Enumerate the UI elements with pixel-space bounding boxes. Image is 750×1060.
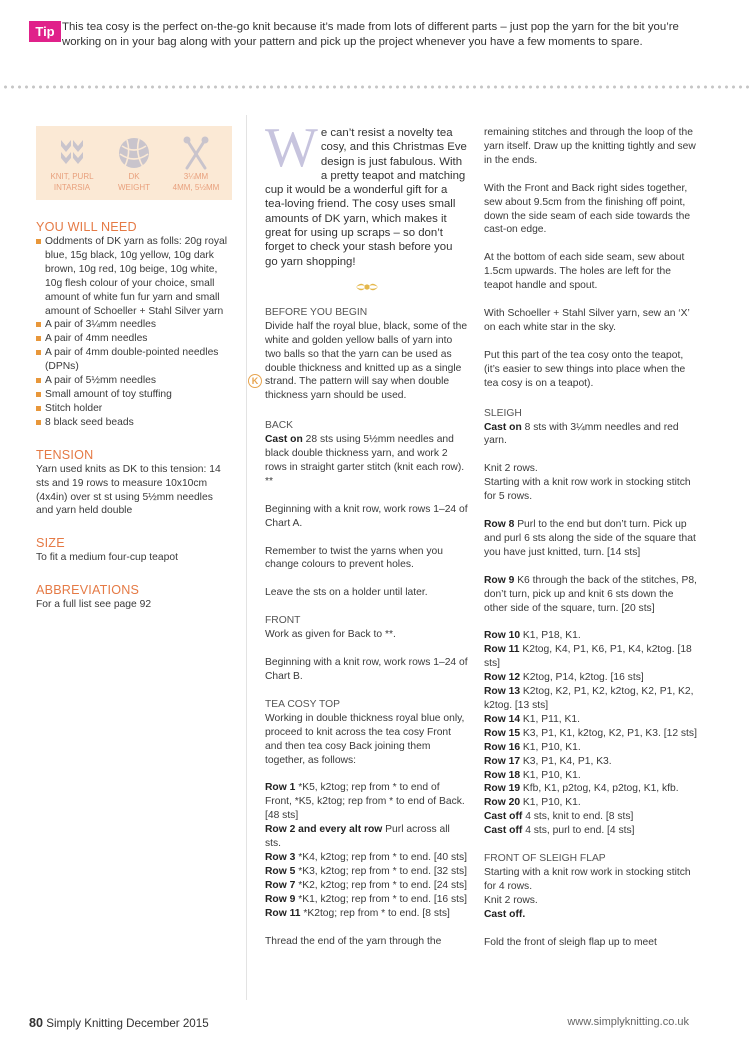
middle-column bbox=[251, 117, 468, 948]
column-divider bbox=[246, 115, 247, 1000]
row-instruction: Cast off 4 sts, purl to end. [4 sts] bbox=[484, 825, 635, 837]
finishing-paragraph-3: At the bottom of each side seam, sew about 1.5cm upwards. The holes are left for the teapot handle and spout. bbox=[484, 252, 685, 292]
row-instruction: Row 18 K1, P10, K1. bbox=[484, 769, 581, 781]
back-paragraph-1: Beginning with a knit row, work rows 1–24 of Chart A. bbox=[265, 503, 468, 529]
list-item: Oddments of DK yarn as folls: 20g royal blue, 15g black, 10g yellow, 10g dark brown, 10g red, 10g beige, 10g white, 10g flesh colour of your choice, small amount of white fun fur yarn and small amount of Schoeller + Stahl Silver yarn bbox=[36, 235, 232, 318]
row-instruction: Row 10 K1, P18, K1. bbox=[484, 630, 581, 642]
before-you-begin-text: Divide half the royal blue, black, some of the white and golden yellow balls of yarn into two balls so that the yarn can be used as double thickness and knitted up as a single strand. The pattern will say when double thickness yarn should be used. bbox=[265, 320, 468, 402]
row-instruction: Row 20 K1, P10, K1. bbox=[484, 797, 581, 809]
flap-paragraph-3: Fold the front of sleigh flap up to meet bbox=[484, 936, 657, 948]
tension-heading: TENSION bbox=[36, 447, 94, 462]
finishing-paragraph-1: remaining stitches and through the loop of the yarn itself. Draw up the knitting tightly and sew in the ends. bbox=[484, 127, 696, 166]
row-instruction: Row 1 *K5, k2tog; rep from * to end of Front, *K5, k2tog; rep from * to end of Back. [48 sts] bbox=[265, 782, 465, 822]
before-you-begin-heading: BEFORE YOU BEGIN bbox=[265, 306, 368, 318]
back-heading: BACK bbox=[265, 420, 294, 432]
symbol-weight-line2: WEIGHT bbox=[118, 183, 150, 192]
flap-cast-off: Cast off. bbox=[484, 908, 526, 920]
symbol-needles bbox=[168, 136, 224, 192]
symbol-needles-line2: 4MM, 5½MM bbox=[172, 183, 220, 192]
list-item: A pair of 5½mm needles bbox=[36, 374, 232, 388]
row-instruction: Cast off 4 sts, knit to end. [8 sts] bbox=[484, 811, 634, 823]
intro-text: e can’t resist a novelty tea cosy, and this Christmas Eve design is just fabulous. With a pretty teapot and matching cup it would be a wonderful gift for a tea-loving friend. The cosy uses small amounts of DK yarn, which makes it great for using up scraps – so don’t forget to check your stash before you go yarn shopping! bbox=[265, 127, 467, 268]
knit-badge-icon: K bbox=[248, 374, 262, 388]
symbol-weight-line1: DK bbox=[128, 172, 140, 181]
tip-label: Tip bbox=[29, 21, 61, 42]
sleigh-heading: SLEIGH bbox=[484, 407, 522, 419]
front-heading: FRONT bbox=[265, 615, 301, 627]
left-column bbox=[36, 126, 232, 612]
intro-paragraph bbox=[265, 117, 468, 269]
abbreviations-heading: ABBREVIATIONS bbox=[36, 583, 140, 598]
row-instruction: Row 12 K2tog, P14, k2tog. [16 sts] bbox=[484, 672, 644, 684]
row-instruction: Row 14 K1, P11, K1. bbox=[484, 713, 580, 725]
sleigh-rows bbox=[484, 629, 698, 838]
flap-paragraph-2: Knit 2 rows. bbox=[484, 894, 538, 906]
finishing-paragraph-5: Put this part of the tea cosy onto the teapot, (it’s easier to sew things into place when the tea cosy is on a teapot). bbox=[484, 349, 686, 389]
page-number: 80 bbox=[29, 1016, 44, 1030]
footer-page-info bbox=[29, 1016, 209, 1030]
tea-cosy-top-intro: Working in double thickness royal blue only, proceed to knit across the tea cosy Front and then tea cosy Back joining them together, as follows: bbox=[265, 712, 465, 766]
tip-text: This tea cosy is the perfect on-the-go knit because it’s made from lots of different parts – just pop the yarn for the bit you’re working on in your bag along with your pattern and pick up the project whenever you have a few moments to spare. bbox=[62, 21, 679, 48]
list-item: A pair of 4mm double-pointed needles (DPNs) bbox=[36, 346, 232, 374]
list-item: 8 black seed beads bbox=[36, 416, 232, 430]
flap-paragraph-1: Starting with a knit row work in stocking stitch for 4 rows. bbox=[484, 866, 691, 892]
tea-cosy-top-thread: Thread the end of the yarn through the bbox=[265, 935, 442, 947]
tension-text: Yarn used knits as DK to this tension: 14 sts and 19 rows to measure 10x10cm (4x4in) over st st using 5½mm needles and yarn held double bbox=[36, 463, 221, 517]
front-paragraph-2: Beginning with a knit row, work rows 1–24 of Chart B. bbox=[265, 657, 468, 682]
row-instruction: Row 3 *K4, k2tog; rep from * to end. [40 sts] bbox=[265, 851, 468, 863]
you-will-need-heading: YOU WILL NEED bbox=[36, 220, 137, 234]
drop-cap: W bbox=[265, 117, 318, 179]
sleigh-knit-2-rows: Knit 2 rows. bbox=[484, 463, 538, 475]
right-column bbox=[484, 126, 698, 950]
row-instruction: Row 19 Kfb, K1, p2tog, K4, p2tog, K1, kfb. bbox=[484, 783, 679, 795]
yarn-ball-icon bbox=[117, 136, 151, 170]
symbol-knit bbox=[44, 136, 100, 192]
knit-stitch-icon bbox=[57, 136, 87, 170]
sleigh-stocking-stitch: Starting with a knit row work in stocking stitch for 5 rows. bbox=[484, 477, 691, 503]
row-instruction: Row 9 *K1, k2tog; rep from * to end. [16 sts] bbox=[265, 893, 468, 905]
materials-list bbox=[36, 235, 232, 430]
list-item: Small amount of toy stuffing bbox=[36, 388, 232, 402]
sleigh-row-9: Row 9 K6 through the back of the stitches, P8, don’t turn, pick up and knit 6 sts down the other side of the square, turn. [20 sts] bbox=[484, 574, 697, 614]
list-item: Stitch holder bbox=[36, 402, 232, 416]
abbreviations-text: For a full list see page 92 bbox=[36, 599, 152, 611]
sleigh-cast-on: Cast on 8 sts with 3¼mm needles and red yarn. bbox=[484, 421, 679, 447]
pattern-symbols bbox=[36, 126, 232, 200]
flourish-ornament bbox=[265, 281, 468, 298]
magazine-issue: Simply Knitting December 2015 bbox=[46, 1017, 209, 1030]
row-instruction: Row 11 *K2tog; rep from * to end. [8 sts] bbox=[265, 907, 450, 919]
row-instruction: Row 13 K2tog, K2, P1, K2, k2tog, K2, P1, K2, k2tog. [13 sts] bbox=[484, 686, 694, 711]
back-paragraph-3: Leave the sts on a holder until later. bbox=[265, 587, 428, 599]
tea-cosy-top-heading: TEA COSY TOP bbox=[265, 698, 340, 710]
row-instruction: Row 2 and every alt row Purl across all sts. bbox=[265, 824, 450, 850]
row-instruction: Row 7 *K2, k2tog; rep from * to end. [24 sts] bbox=[265, 879, 468, 891]
list-item: A pair of 4mm needles bbox=[36, 332, 232, 346]
row-instruction: Row 15 K3, P1, K1, k2tog, K2, P1, K3. [12 sts] bbox=[484, 727, 697, 739]
row-instruction: Row 5 *K3, k2tog; rep from * to end. [32 sts] bbox=[265, 865, 468, 877]
dotted-divider bbox=[0, 84, 750, 90]
symbol-knit-line2: INTARSIA bbox=[53, 183, 91, 192]
needles-icon bbox=[181, 136, 211, 170]
row-instruction: Row 16 K1, P10, K1. bbox=[484, 741, 581, 753]
front-of-sleigh-flap-heading: FRONT OF SLEIGH FLAP bbox=[484, 853, 606, 865]
row-instruction: Row 17 K3, P1, K4, P1, K3. bbox=[484, 755, 612, 767]
symbol-knit-line1: KNIT, PURL bbox=[50, 172, 94, 181]
row-instruction: Row 11 K2tog, K4, P1, K6, P1, K4, k2tog. [18 sts] bbox=[484, 644, 692, 670]
back-paragraph-2: Remember to twist the yarns when you change colours to prevent holes. bbox=[265, 545, 443, 571]
tea-cosy-top-rows bbox=[265, 781, 468, 920]
symbol-needles-line1: 3¼MM bbox=[183, 172, 209, 181]
list-item: A pair of 3¼mm needles bbox=[36, 318, 232, 332]
back-cast-on: Cast on 28 sts using 5½mm needles and black double thickness yarn, and work 2 rows in straight garter stitch (knit each row). ** bbox=[265, 434, 465, 487]
size-text: To fit a medium four-cup teapot bbox=[36, 552, 178, 564]
finishing-paragraph-2: With the Front and Back right sides together, sew about 9.5cm from the finishing off point, down the side seam of each side towards the cast-on edge. bbox=[484, 182, 691, 236]
size-heading: SIZE bbox=[36, 536, 65, 551]
symbol-weight bbox=[106, 136, 162, 192]
sleigh-row-8: Row 8 Purl to the end but don’t turn. Pick up and purl 6 sts along the side of the square that you have just knitted, turn. [14 sts] bbox=[484, 519, 696, 558]
front-paragraph-1: Work as given for Back to **. bbox=[265, 629, 396, 641]
finishing-paragraph-4: With Schoeller + Stahl Silver yarn, sew an ‘X’ on each white star in the sky. bbox=[484, 308, 690, 333]
footer-website-link[interactable]: www.simplyknitting.co.uk bbox=[567, 1016, 689, 1028]
